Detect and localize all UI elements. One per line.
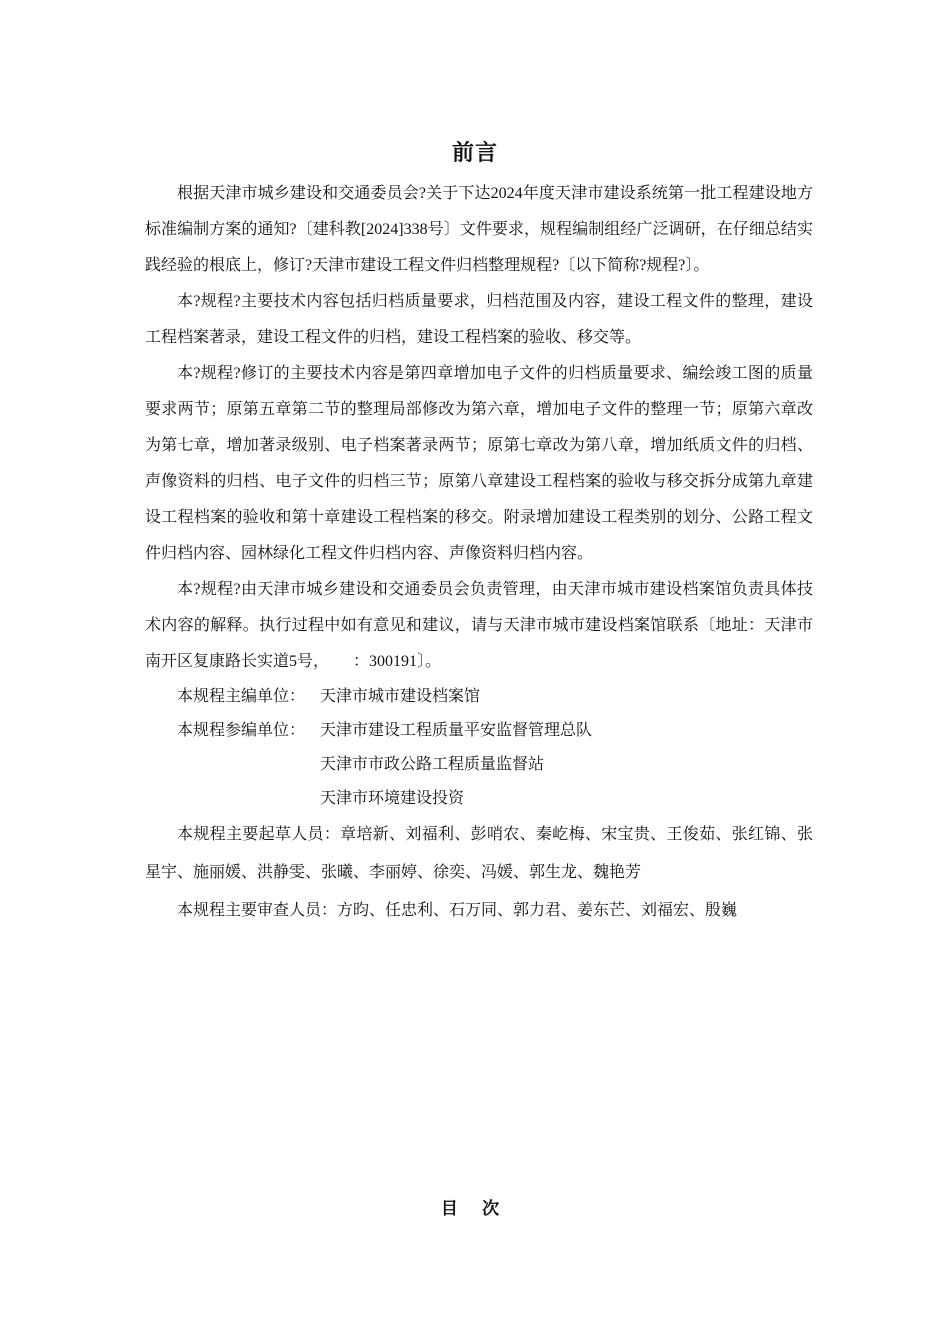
paragraph-3: 本?规程?修订的主要技术内容是第四章增加电子文件的归档质量要求、编绘竣工图的质量要求两节；原第五章第二节的整理局部修改为第六章，增加电子文件的整理一节；原第六章改为第七章，增加著录级别、电子档案著录两节；原第七章改为第八章，增加纸质文件的归档、声像资料的归档、电子文件的归档三节；原第八章建设工程档案的验收与移交拆分成第九章建设工程档案的验收和第十章建设工程档案的移交。附录增加建设工程类别的划分、公路工程文件归档内容、园林绿化工程文件归档内容、声像资料归档内容。 <box>145 365 813 562</box>
drafters-list: 本规程主要起草人员：章培新、刘福利、彭哨农、秦屹梅、宋宝贵、王俊茹、张红锦、张星宇、施丽媛、洪静雯、张曦、李丽婷、徐奕、冯媛、郭生龙、魏艳芳 <box>145 826 813 881</box>
paragraph-4: 本?规程?由天津市城乡建设和交通委员会负责管理，由天津市城市建设档案馆负责具体技术内容的解释。执行过程中如有意见和建议，请与天津市城市建设档案馆联系〔地址：天津市南开区复康路长实道5号， ：300191〕。 <box>145 581 813 670</box>
participating-unit-value: 天津市建设工程质量平安监督管理总队 <box>320 722 593 739</box>
paragraph-2: 本?规程?主要技术内容包括归档质量要求，归档范围及内容，建设工程文件的整理，建设工程档案著录，建设工程文件的归档，建设工程档案的验收、移交等。 <box>145 293 813 346</box>
participating-unit-row <box>145 714 813 748</box>
chief-unit-label: 本规程主编单位： <box>177 688 306 705</box>
participating-unit-value: 天津市环境建设投资 <box>320 790 465 807</box>
chief-unit-value: 天津市城市建设档案馆 <box>320 688 481 705</box>
participating-unit-label: 本规程参编单位： <box>177 722 306 739</box>
paragraph-1: 根据天津市城乡建设和交通委员会?关于下达2024年度天津市建设系统第一批工程建设地方标准编制方案的通知?〔建科教[2024]338号〕文件要求，规程编制组经广泛调研，在仔细总结实践经验的根底上，修订?天津市建设工程文件归档整理规程?〔以下简称?规程?〕。 <box>145 185 813 274</box>
participating-unit-value: 天津市市政公路工程质量监督站 <box>320 756 545 773</box>
page-title: 前言 <box>451 140 498 165</box>
preface-body <box>145 176 813 930</box>
participating-unit-row <box>145 748 813 782</box>
reviewers-list: 本规程主要审查人员：方昀、任忠利、石万同、郭力君、姜东芒、刘福宏、殷巍 <box>177 902 738 919</box>
participating-unit-row <box>145 782 813 816</box>
toc-title: 目 次 <box>440 1199 510 1218</box>
chief-unit-row <box>145 680 813 714</box>
